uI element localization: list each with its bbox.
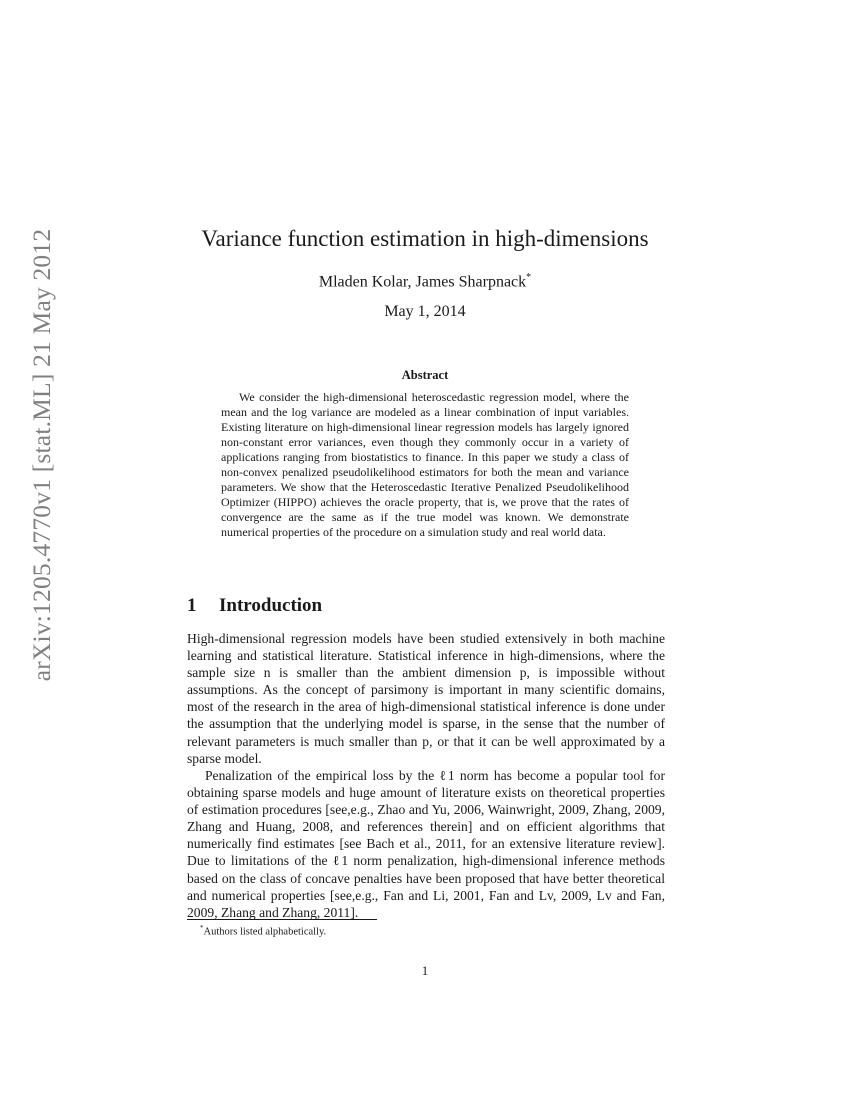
authors-line bbox=[0, 272, 850, 291]
footnote bbox=[200, 924, 326, 938]
paper-title: Variance function estimation in high-dimensions bbox=[201, 226, 649, 251]
paper-date: May 1, 2014 bbox=[384, 303, 466, 320]
abstract-heading: Abstract bbox=[401, 368, 449, 382]
section-title: Introduction bbox=[219, 595, 323, 616]
author-footnote-mark: * bbox=[526, 272, 532, 283]
section-number: 1 bbox=[187, 595, 197, 616]
arxiv-identifier-text: arXiv:1205.4770v1 [stat.ML] 21 May 2012 bbox=[27, 228, 56, 682]
introduction-paragraph: High-dimensional regression models have been studied extensively in both machine learning and statistical literature. Statistical inference in high-dimensions, where the sample size n is smaller than the ambient dimension p, is impossible without assumptions. As the concept of parsimony is important in many scientific domains, most of the research in the area of high-dimensional statistical inference is done under the assumption that the underlying model is sparse, in the sense that the number of relevant parameters is much smaller than p, or that it can be well approximated by a sparse model. bbox=[187, 631, 665, 766]
author-names: Mladen Kolar, James Sharpnack bbox=[318, 273, 527, 291]
footnote-mark: * bbox=[200, 924, 204, 932]
page-number: 1 bbox=[421, 963, 429, 978]
introduction-paragraph: Penalization of the empirical loss by the ℓ1 norm has become a popular tool for obtaining sparse models and huge amount of literature exists on theoretical properties of estimation procedures [see,e.g., Zhao and Yu, 2006, Wainwright, 2009, Zhang, 2009, Zhang and Huang, 2008, and references therein] and on efficient algorithms that numerically find estimates [see Bach et al., 2011, for an extensive literature review]. Due to limitations of the ℓ1 norm penalization, high-dimensional inference methods based on the class of concave penalties have been proposed that have better theoretical and numerical properties [see,e.g., Fan and Li, 2001, Fan and Lv, 2009, Lv and Fan, 2009, Zhang and Zhang, 2011]. bbox=[187, 768, 665, 920]
footnote-divider bbox=[187, 919, 377, 920]
footnote-text: Authors listed alphabetically. bbox=[203, 926, 327, 938]
abstract-text: We consider the high-dimensional heteroscedastic regression model, where the mean and the log variance are modeled as a linear combination of input variables. Existing literature on high-dimensional linear regression models has largely ignored non-constant error variances, even though they commonly occur in a variety of applications ranging from biostatistics to finance. In this paper we study a class of non-convex penalized pseudolikelihood estimators for both the mean and variance parameters. We show that the Heteroscedastic Iterative Penalized Pseudolikelihood Optimizer (HIPPO) achieves the oracle property, that is, we prove that the rates of convergence are the same as if the true model was known. We demonstrate numerical properties of the procedure on a simulation study and real world data. bbox=[221, 390, 629, 539]
section-heading bbox=[187, 595, 322, 617]
